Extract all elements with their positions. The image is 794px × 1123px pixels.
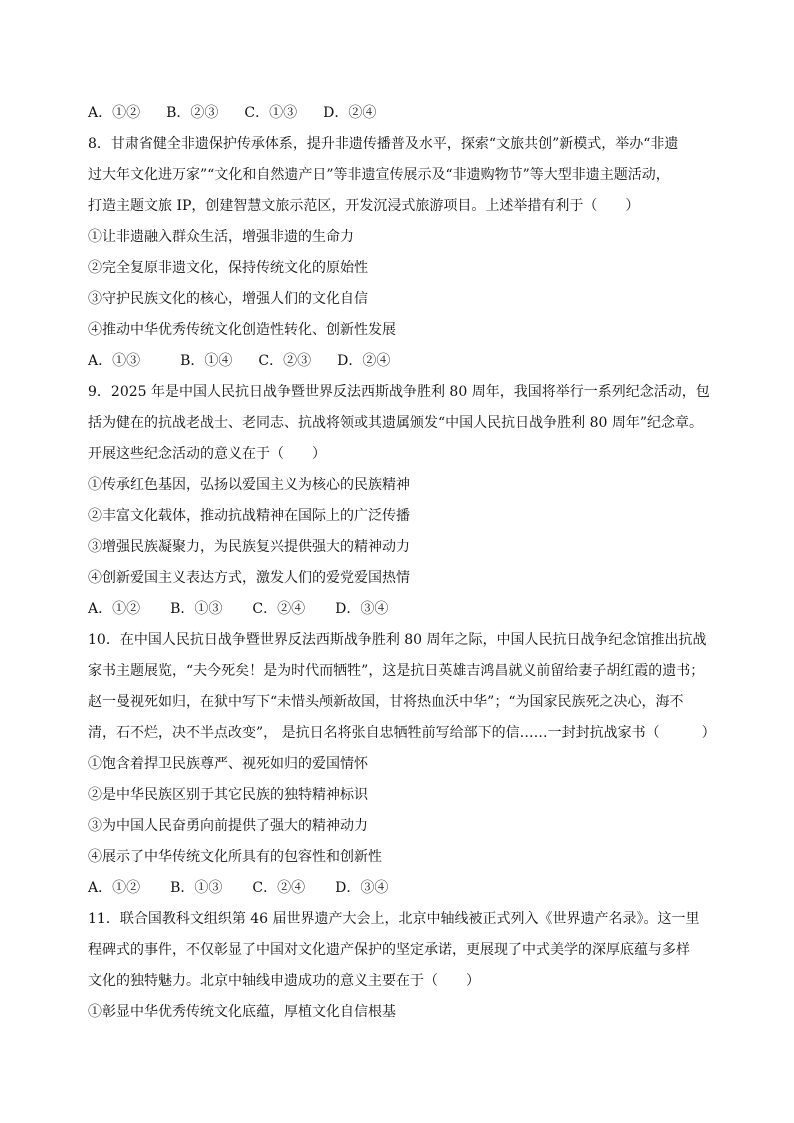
q10-stem-line: 10．在中国人民抗日战争暨世界反法西斯战争胜利 80 周年之际，中国人民抗日战争纪念馆推出抗战 bbox=[88, 632, 707, 648]
q9-option-b[interactable]: B．①③ bbox=[170, 601, 223, 617]
q8-item: ④推动中华优秀传统文化创造性转化、创新性发展 bbox=[88, 322, 396, 338]
exam-page bbox=[88, 98, 714, 1028]
q7-options bbox=[88, 98, 714, 129]
q10-item: ②是中华民族区别于其它民族的独特精神标识 bbox=[88, 787, 368, 803]
q8-item: ②完全复原非遗文化，保持传统文化的原始性 bbox=[88, 260, 368, 276]
q10-option-b[interactable]: B．①③ bbox=[170, 880, 223, 896]
q11-item: ①彰显中华优秀传统文化底蕴，厚植文化自信根基 bbox=[88, 1004, 396, 1020]
q9-stem-line: 括为健在的抗战老战士、老同志、抗战将领或其遗属颁发“中国人民抗日战争胜利 80 周年”纪念章。 bbox=[88, 415, 704, 431]
question-11 bbox=[88, 904, 714, 1028]
q10-option-d[interactable]: D．③④ bbox=[335, 880, 389, 896]
q9-item: ①传承红色基因，弘扬以爱国主义为核心的民族精神 bbox=[88, 477, 410, 493]
q8-item: ③守护民族文化的核心，增强人们的文化自信 bbox=[88, 291, 368, 307]
q10-item: ④展示了中华传统文化所具有的包容性和创新性 bbox=[88, 849, 382, 865]
q8-option-b[interactable]: B．①④ bbox=[180, 353, 233, 369]
q10-stem-line: 赵一曼视死如归，在狱中写下“未惜头颅新故国，甘将热血沃中华”；“为国家民族死之决心，海不 bbox=[88, 694, 684, 710]
q10-option-a[interactable]: A．①② bbox=[88, 880, 141, 896]
q8-option-c[interactable]: C．②③ bbox=[258, 353, 312, 369]
q8-stem-line: 打造主题文旅 IP，创建智慧文旅示范区，开发沉浸式旅游项目。上述举措有利于（ ） bbox=[88, 198, 640, 214]
q8-item: ①让非遗融入群众生活，增强非遗的生命力 bbox=[88, 229, 354, 245]
q11-stem-line: 11．联合国教科文组织第 46 届世界遗产大会上，北京中轴线被正式列入《世界遗产名录》。这一里 bbox=[88, 911, 700, 927]
q9-item: ④创新爱国主义表达方式，激发人们的爱党爱国热情 bbox=[88, 570, 410, 586]
q11-stem-line: 文化的独特魅力。北京中轴线申遗成功的意义主要在于（ ） bbox=[88, 973, 480, 989]
q8-option-a[interactable]: A．①③ bbox=[88, 353, 141, 369]
q9-option-a[interactable]: A．①② bbox=[88, 601, 141, 617]
q9-options bbox=[88, 594, 714, 625]
q7-option-d[interactable]: D．②④ bbox=[323, 105, 377, 121]
q9-stem-line: 9．2025 年是中国人民抗日战争暨世界反法西斯战争胜利 80 周年，我国将举行一系列纪念活动，包 bbox=[88, 384, 710, 400]
q8-options bbox=[88, 346, 714, 377]
q7-option-b[interactable]: B．②③ bbox=[166, 105, 219, 121]
q10-item: ①饱含着捍卫民族尊严、视死如归的爱国情怀 bbox=[88, 756, 368, 772]
q10-item: ③为中国人民奋勇向前提供了强大的精神动力 bbox=[88, 818, 368, 834]
question-8 bbox=[88, 129, 714, 377]
q9-option-c[interactable]: C．②④ bbox=[252, 601, 306, 617]
q10-stem-line: 家书主题展览，“夫今死矣！是为时代而牺牲”，这是抗日英雄吉鸿昌就义前留给妻子胡红霞的遗书； bbox=[88, 663, 705, 679]
q9-option-d[interactable]: D．③④ bbox=[335, 601, 389, 617]
q8-option-d[interactable]: D．②④ bbox=[337, 353, 391, 369]
q10-options bbox=[88, 873, 714, 904]
q10-stem-line: 清，石不烂，决不半点改变”， 是抗日名将张自忠牺牲前写给部下的信……一封封抗战家书（ ） bbox=[88, 725, 716, 741]
q7-option-c[interactable]: C．①③ bbox=[244, 105, 298, 121]
q11-stem-line: 程碑式的事件，不仅彰显了中国对文化遗产保护的坚定承诺，更展现了中式美学的深厚底蕴与多样 bbox=[88, 942, 690, 958]
q10-option-c[interactable]: C．②④ bbox=[252, 880, 306, 896]
q8-stem-line: 过大年文化进万家”“文化和自然遗产日”等非遗宣传展示及“非遗购物节”等大型非遗主题活动， bbox=[88, 167, 670, 183]
q9-item: ②丰富文化载体，推动抗战精神在国际上的广泛传播 bbox=[88, 508, 410, 524]
question-10 bbox=[88, 625, 714, 904]
question-9 bbox=[88, 377, 714, 625]
q9-stem-line: 开展这些纪念活动的意义在于（ ） bbox=[88, 446, 326, 462]
q7-option-a[interactable]: A．①② bbox=[88, 105, 141, 121]
q9-item: ③增强民族凝聚力，为民族复兴提供强大的精神动力 bbox=[88, 539, 410, 555]
q8-stem-line: 8．甘肃省健全非遗保护传承体系，提升非遗传播普及水平，探索“文旅共创”新模式，举办“非遗 bbox=[88, 136, 679, 152]
